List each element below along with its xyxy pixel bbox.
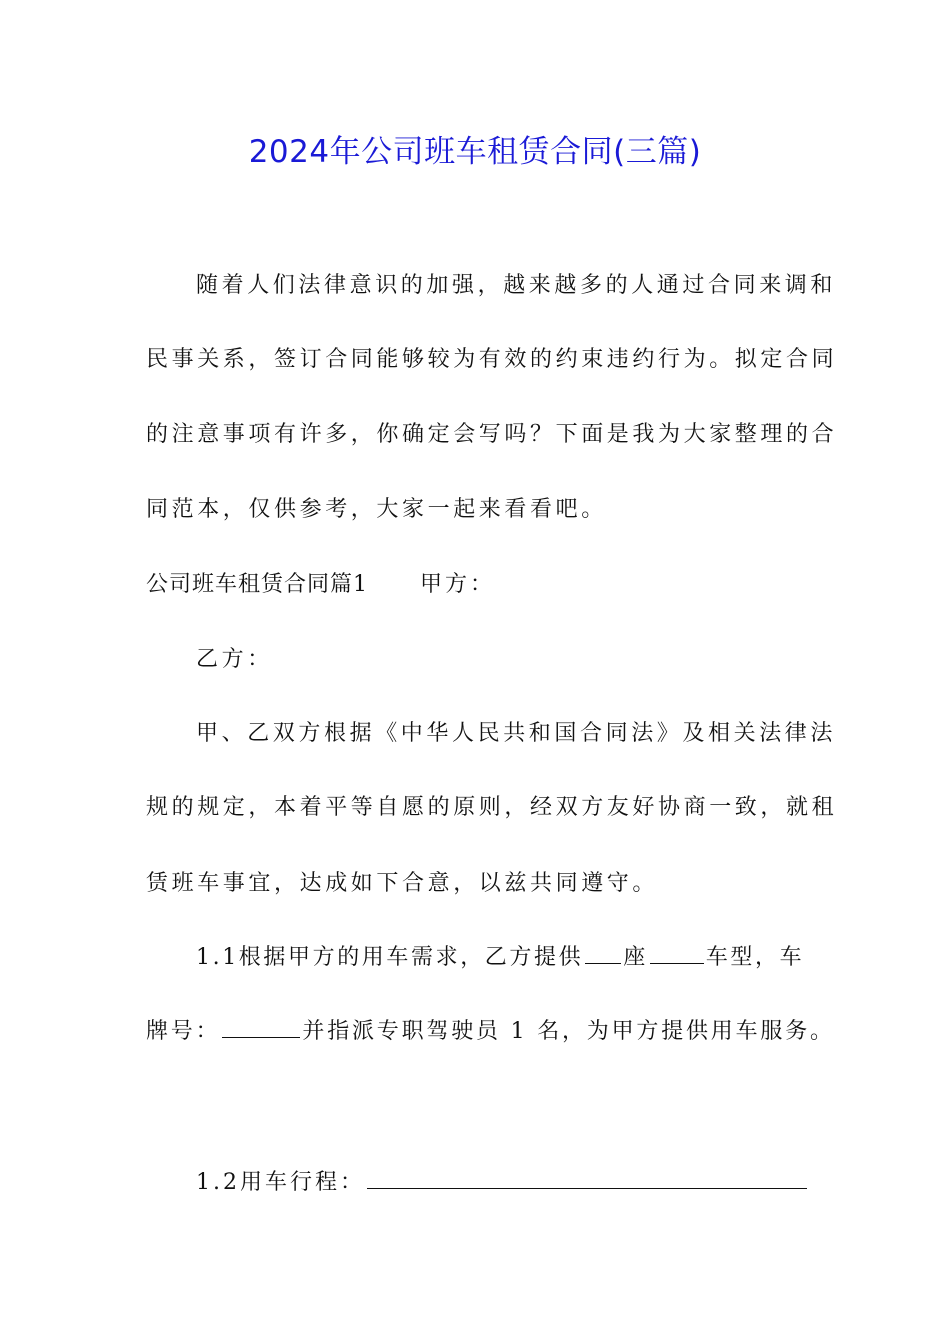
clause-1-1-line-2 [146,1014,835,1050]
vehicle-model-blank[interactable] [650,941,704,964]
preamble-line-2: 规的规定，本着平等自愿的原则，经双方友好协商一致，就租 [146,795,838,820]
clause-1-1-text-b: 座 [623,945,648,970]
party-b-label: 乙方： [196,647,273,672]
party-a-label: 甲方： [420,572,496,597]
preamble-line-3: 赁班车事宜，达成如下合意，以兹共同遵守。 [146,871,659,896]
seat-count-blank[interactable] [585,941,621,964]
intro-line-1: 随着人们法律意识的加强，越来越多的人通过合同来调和 [196,273,837,298]
clause-1-2-label: 1.2用车行程： [196,1170,365,1195]
clause-1-1-text-e: 并指派专职驾驶员 1 名，为甲方提供用车服务。 [302,1019,835,1044]
section-heading: 公司班车租赁合同篇1 [146,572,368,597]
intro-line-4: 同范本，仅供参考，大家一起来看看吧。 [146,497,607,522]
plate-number-blank[interactable] [222,1015,300,1038]
route-blank[interactable] [367,1166,807,1189]
clause-1-1-text-d: 牌号： [146,1019,221,1044]
intro-line-2: 民事关系，签订合同能够较为有效的约束违约行为。拟定合同 [146,347,838,372]
intro-line-3: 的注意事项有许多，你确定会写吗？下面是我为大家整理的合 [146,422,838,447]
clause-1-1-text-a: 1.1根据甲方的用车需求，乙方提供 [196,945,584,970]
document-title: 2024年公司班车租赁合同(三篇) [248,134,702,170]
clause-1-1-text-c: 车型，车 [705,945,805,970]
clause-1-2-line [196,1165,809,1201]
section-heading-line [146,567,495,603]
clause-1-1-line-1 [196,940,804,976]
preamble-line-1: 甲、乙双方根据《中华人民共和国合同法》及相关法律法 [196,721,837,746]
